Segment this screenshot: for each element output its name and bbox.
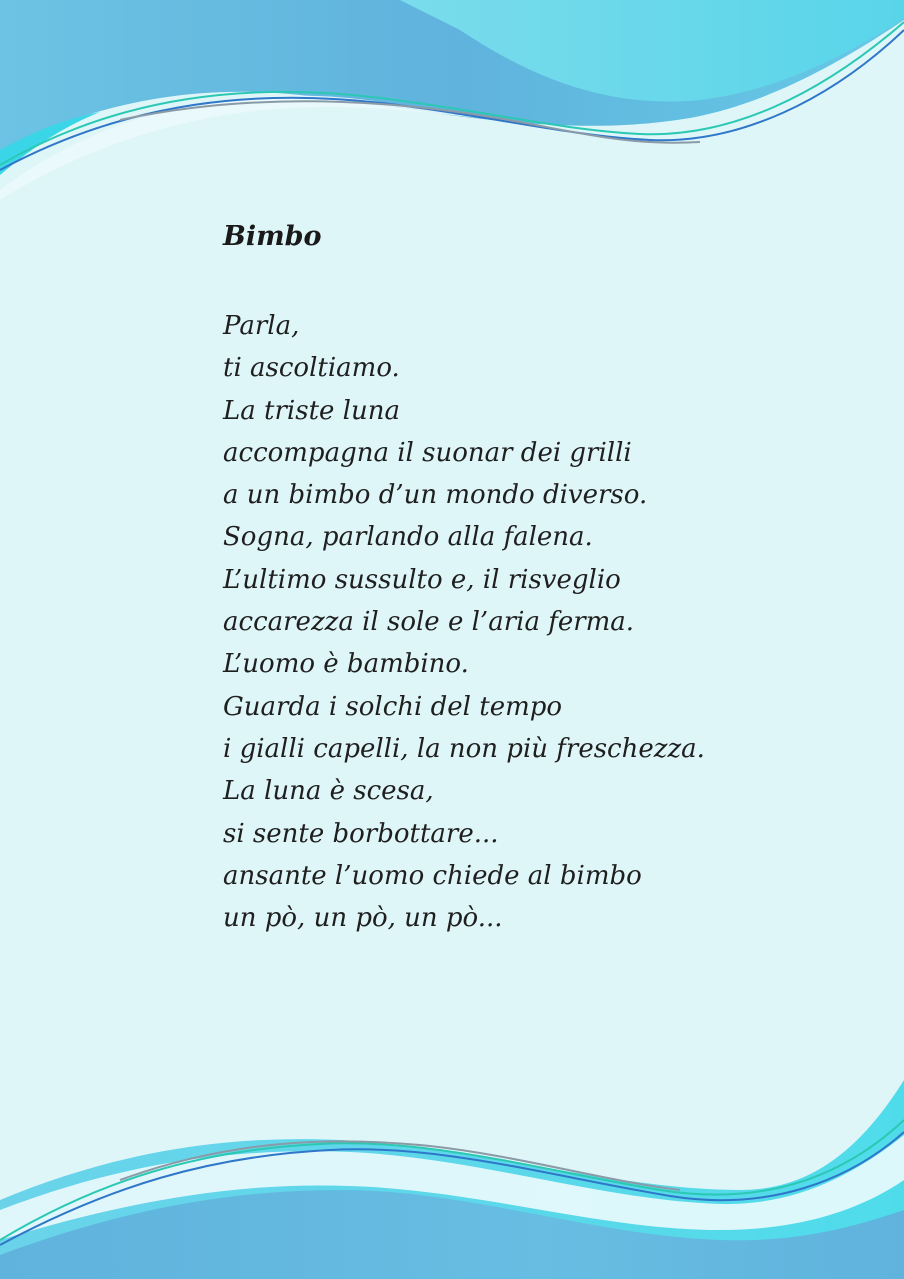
poem-line: Sogna, parlando alla falena. bbox=[223, 522, 593, 553]
poem-line: Parla, bbox=[223, 311, 300, 341]
poem-title: Bimbo bbox=[223, 221, 322, 252]
poem-line: L’ultimo sussulto e, il risveglio bbox=[223, 564, 621, 595]
poem bbox=[223, 218, 843, 939]
poem-line: ti ascoltiamo. bbox=[223, 353, 400, 384]
poem-line: La luna è scesa, bbox=[223, 776, 434, 807]
top-wave-decoration bbox=[0, 0, 904, 230]
poem-line: i gialli capelli, la non più freschezza. bbox=[223, 733, 705, 764]
poem-line: accarezza il sole e l’aria ferma. bbox=[223, 607, 635, 638]
poem-line: Guarda i solchi del tempo bbox=[223, 691, 563, 722]
poem-line: accompagna il suonar dei grilli bbox=[223, 437, 632, 468]
poem-line: a un bimbo d’un mondo diverso. bbox=[223, 480, 648, 511]
poem-line: L’uomo è bambino. bbox=[223, 649, 469, 680]
poem-body bbox=[223, 305, 843, 939]
poem-line: un pò, un pò, un pò... bbox=[223, 903, 503, 934]
bottom-wave-decoration bbox=[0, 1040, 904, 1279]
poem-line: La triste luna bbox=[223, 395, 400, 426]
poem-line: si sente borbottare... bbox=[223, 818, 499, 849]
poem-line: ansante l’uomo chiede al bimbo bbox=[223, 860, 642, 891]
